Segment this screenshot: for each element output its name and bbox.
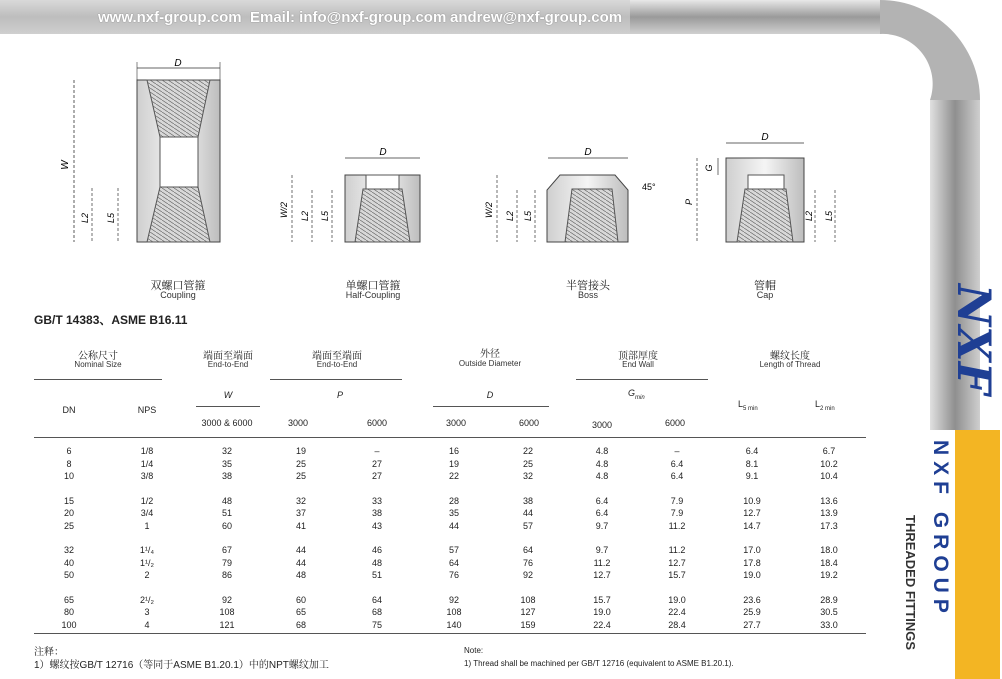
- table-cell: 44: [295, 545, 307, 555]
- table-cell: 57: [522, 520, 534, 531]
- table-cell: 23.6: [743, 594, 761, 605]
- table-cell: 18.4: [820, 557, 838, 568]
- table-cell: 4.8: [595, 471, 609, 481]
- table-cell: 33: [371, 495, 383, 506]
- rule-table-bottom: [34, 633, 866, 634]
- svg-text:L5: L5: [523, 210, 533, 222]
- svg-text:D: D: [379, 147, 387, 158]
- table-cell: 48: [221, 495, 233, 506]
- table-cell: –: [674, 446, 680, 456]
- table-cell: 1¹/₄: [139, 545, 155, 555]
- table-cell: 20: [63, 508, 75, 518]
- table-cell: 22: [448, 471, 460, 481]
- table-cell: 127: [520, 607, 536, 617]
- table-cell: 92: [448, 594, 460, 605]
- svg-text:L5: L5: [106, 212, 116, 224]
- th-e2e-w-cn: 端面至端面: [203, 351, 253, 362]
- table-cell: 13.9: [820, 508, 838, 518]
- table-cell: 28.4: [668, 619, 686, 630]
- table-cell: 65: [63, 594, 75, 605]
- table-cell: 6.4: [595, 508, 609, 518]
- table-cell: 65: [295, 607, 307, 617]
- table-cell: 32: [522, 471, 534, 481]
- table-cell: 108: [446, 607, 462, 617]
- table-cell: 18.0: [820, 545, 838, 555]
- table-cell: 11.2: [668, 520, 686, 531]
- svg-text:45°: 45°: [642, 182, 656, 192]
- table-cell: 17.3: [820, 520, 838, 531]
- table-cell: 48: [295, 570, 307, 580]
- label-boss-en: Boss: [577, 290, 598, 300]
- table-cell: 100: [61, 619, 77, 630]
- table-cell: 10.9: [743, 495, 761, 506]
- table-cell: 121: [219, 619, 235, 630]
- table-cell: 80: [63, 607, 75, 617]
- table-cell: 108: [219, 607, 235, 617]
- table-cell: 48: [371, 557, 383, 568]
- table-cell: 64: [371, 594, 383, 605]
- rule-d: [433, 406, 549, 407]
- brand-name: NXF GROUP: [929, 440, 952, 619]
- email-andrew[interactable]: andrew@nxf-group.com: [450, 9, 623, 26]
- table-cell: 8: [66, 458, 72, 469]
- table-cell: 25: [522, 458, 534, 469]
- table-cell: 28: [448, 495, 460, 506]
- th-w-class: 3000 & 6000: [201, 418, 253, 428]
- table-cell: 86: [221, 570, 233, 580]
- table-cell: 43: [371, 520, 383, 531]
- table-cell: 35: [221, 458, 233, 469]
- table-cell: 17.8: [743, 557, 761, 568]
- table-cell: 27.7: [743, 619, 761, 630]
- th-d6000: 6000: [518, 418, 540, 428]
- header-bar: [0, 0, 630, 34]
- table-cell: 15: [63, 495, 75, 506]
- brand-subtitle: THREADED FITTINGS: [903, 515, 918, 651]
- table-cell: 9.1: [745, 471, 759, 481]
- table-cell: 6.7: [822, 446, 836, 456]
- table-cell: 76: [522, 557, 534, 568]
- table-cell: 6: [66, 446, 72, 456]
- table-cell: 16: [448, 446, 460, 456]
- table-cell: 32: [63, 545, 75, 555]
- svg-text:L2: L2: [300, 210, 310, 222]
- boss-drawing: [484, 147, 656, 242]
- svg-text:L5: L5: [320, 210, 330, 222]
- half-coupling-drawing: [279, 147, 420, 242]
- th-p-symbol: P: [336, 390, 344, 400]
- th-l5-symbol: [738, 399, 758, 412]
- th-g-symbol: [628, 388, 645, 401]
- svg-text:G: G: [704, 164, 714, 172]
- table-cell: 14.7: [743, 520, 761, 531]
- table-cell: 4.8: [595, 458, 609, 469]
- rule-w: [196, 406, 260, 407]
- table-cell: 10: [63, 471, 75, 481]
- th-e2e-w-en: End-to-End: [207, 360, 249, 369]
- th-d3000: 3000: [445, 418, 467, 428]
- th-nominal-en: Nominal Size: [74, 360, 122, 369]
- l5-sub: 5 min: [743, 405, 758, 412]
- table-cell: 28.9: [820, 594, 838, 605]
- table-cell: 19.0: [593, 607, 611, 617]
- table-cell: 13.6: [820, 495, 838, 506]
- table-cell: 25.9: [743, 607, 761, 617]
- l2-letter: L: [815, 399, 821, 409]
- table-cell: 12.7: [668, 557, 686, 568]
- table-cell: 19: [448, 458, 460, 469]
- rule-nominal: [34, 379, 162, 380]
- table-cell: 22: [522, 446, 534, 456]
- table-cell: 38: [522, 495, 534, 506]
- table-cell: 32: [221, 446, 233, 456]
- table-cell: 12.7: [743, 508, 761, 518]
- table-cell: 30.5: [820, 607, 838, 617]
- table-cell: 60: [221, 520, 233, 531]
- table-cell: 22.4: [593, 619, 611, 630]
- table-cell: 6.4: [745, 446, 759, 456]
- svg-text:L2: L2: [804, 210, 814, 222]
- th-w-symbol: W: [223, 390, 233, 400]
- table-cell: 19.0: [668, 594, 686, 605]
- standard-title: GB/T 14383、ASME B16.11: [34, 313, 188, 327]
- table-cell: 9.7: [595, 545, 609, 555]
- table-cell: 25: [63, 520, 75, 531]
- table-cell: 3: [144, 607, 150, 617]
- table-cell: 17.0: [743, 545, 761, 555]
- notes-cn-title: 注释：: [34, 647, 64, 658]
- table-cell: 92: [522, 570, 534, 580]
- coupling-drawing: [60, 58, 220, 242]
- table-cell: 7.9: [670, 495, 684, 506]
- table-cell: 1/2: [140, 495, 154, 506]
- table-cell: 27: [371, 458, 383, 469]
- table-cell: 60: [295, 594, 307, 605]
- label-cap-cn: 管帽: [754, 280, 776, 292]
- table-cell: 75: [371, 619, 383, 630]
- notes-en-title: Note:: [464, 646, 484, 655]
- label-half-coupling-cn: 单螺口管箍: [345, 280, 401, 292]
- table-cell: 35: [448, 508, 460, 518]
- svg-text:W/2: W/2: [484, 201, 494, 219]
- table-cell: 27: [371, 471, 383, 481]
- table-cell: 44: [448, 520, 460, 531]
- table-cell: 25: [295, 458, 307, 469]
- table-cell: 68: [371, 607, 383, 617]
- label-coupling-cn: 双螺口管箍: [150, 280, 206, 292]
- svg-text:L5: L5: [824, 210, 834, 222]
- table-cell: 10.2: [820, 458, 838, 469]
- svg-text:D: D: [584, 147, 592, 158]
- table-cell: 33.0: [820, 619, 838, 630]
- fitting-drawings: [0, 40, 880, 270]
- label-coupling-en: Coupling: [160, 290, 196, 300]
- email-info[interactable]: Email: info@nxf-group.com: [250, 9, 447, 26]
- table-cell: 140: [446, 619, 462, 630]
- table-cell: 4: [144, 619, 150, 630]
- table-cell: 19: [295, 446, 307, 456]
- table-cell: 32: [295, 495, 307, 506]
- th-d-symbol: D: [486, 390, 494, 400]
- svg-text:L2: L2: [80, 212, 90, 224]
- table-cell: 3/4: [140, 508, 154, 518]
- table-cell: 1: [144, 520, 150, 531]
- table-cell: 4.8: [595, 446, 609, 456]
- rule-header-bottom: [34, 437, 866, 438]
- table-cell: 15.7: [593, 594, 611, 605]
- table-cell: 15.7: [668, 570, 686, 580]
- table-cell: 2¹/₂: [140, 594, 154, 605]
- label-boss-cn: 半管接头: [566, 280, 610, 292]
- table-cell: 1¹/₂: [140, 557, 154, 568]
- th-thread-cn: 螺纹长度: [770, 351, 810, 362]
- table-cell: 2: [144, 570, 150, 580]
- th-nominal-cn: 公称尺寸: [78, 351, 118, 362]
- table-cell: 38: [221, 471, 233, 481]
- th-p6000: 6000: [366, 418, 388, 428]
- table-cell: –: [374, 446, 380, 456]
- coupling-dim-d: D: [174, 58, 182, 69]
- svg-text:D: D: [761, 132, 769, 143]
- table-cell: 25: [295, 471, 307, 481]
- th-thread-en: Length of Thread: [759, 360, 821, 369]
- svg-text:W/2: W/2: [279, 201, 289, 219]
- table-cell: 50: [63, 570, 75, 580]
- th-wall-cn: 顶部厚度: [618, 351, 658, 362]
- table-cell: 41: [295, 520, 307, 531]
- table-cell: 76: [448, 570, 460, 580]
- table-cell: 51: [221, 508, 233, 518]
- table-cell: 64: [448, 557, 460, 568]
- table-cell: 51: [371, 570, 383, 580]
- table-cell: 38: [371, 508, 383, 518]
- notes-en-1: 1) Thread shall be machined per GB/T 12716 (equivalent to ASME B1.20.1).: [464, 659, 734, 668]
- table-cell: 22.4: [668, 607, 686, 617]
- svg-text:L2: L2: [505, 210, 515, 222]
- l5-letter: L: [738, 399, 744, 409]
- table-cell: 19.0: [743, 570, 761, 580]
- table-cell: 6.4: [595, 495, 609, 506]
- table-cell: 108: [520, 594, 536, 605]
- l2-sub: 2 min: [820, 405, 835, 412]
- table-cell: 11.2: [593, 557, 611, 568]
- table-cell: 64: [522, 545, 534, 555]
- th-dn: DN: [62, 405, 76, 415]
- th-e2e-p-cn: 端面至端面: [312, 351, 362, 362]
- table-cell: 9.7: [595, 520, 609, 531]
- table-cell: 6.4: [670, 471, 684, 481]
- table-cell: 10.4: [820, 471, 838, 481]
- logo-text: NXF: [947, 284, 1001, 395]
- table-cell: 6.4: [670, 458, 684, 469]
- label-half-coupling-en: Half-Coupling: [345, 290, 401, 300]
- table-cell: 11.2: [668, 545, 686, 555]
- cap-drawing: [684, 132, 835, 242]
- table-cell: 57: [448, 545, 460, 555]
- table-cell: 7.9: [670, 508, 684, 518]
- table-cell: 159: [520, 619, 536, 630]
- th-g6000: 6000: [664, 418, 686, 428]
- table-cell: 12.7: [593, 570, 611, 580]
- table-cell: 8.1: [745, 458, 759, 469]
- table-cell: 19.2: [820, 570, 838, 580]
- svg-text:W: W: [60, 160, 71, 170]
- notes-cn-1: 1）螺纹按GB/T 12716（等同于ASME B1.20.1）中的NPT螺纹加工: [34, 660, 329, 671]
- th-p3000: 3000: [287, 418, 309, 428]
- table-cell: 44: [522, 508, 534, 518]
- table-cell: 37: [295, 508, 307, 518]
- nxf-logo: [947, 284, 1002, 670]
- th-g3000: 3000: [591, 420, 613, 430]
- th-od-en: Outside Diameter: [458, 359, 522, 368]
- website-link[interactable]: www.nxf-group.com: [98, 9, 242, 26]
- table-cell: 1/8: [140, 446, 154, 456]
- g-sub: min: [635, 394, 645, 401]
- label-cap-en: Cap: [756, 290, 774, 300]
- table-cell: 67: [221, 545, 233, 555]
- table-cell: 40: [63, 557, 75, 568]
- g-letter: G: [628, 388, 636, 398]
- th-od-cn: 外径: [480, 349, 500, 360]
- th-nps: NPS: [137, 405, 157, 415]
- th-e2e-p-en: End-to-End: [316, 360, 358, 369]
- table-cell: 92: [221, 594, 233, 605]
- table-cell: 46: [371, 545, 383, 555]
- table-cell: 1/4: [140, 458, 154, 469]
- th-l2-symbol: [815, 399, 835, 412]
- svg-text:P: P: [684, 198, 694, 206]
- table-cell: 79: [221, 557, 233, 568]
- table-cell: 3/8: [140, 471, 154, 481]
- table-cell: 68: [295, 619, 307, 630]
- table-cell: 44: [295, 557, 307, 568]
- th-wall-en: End Wall: [622, 360, 654, 369]
- rule-p: [270, 379, 402, 380]
- rule-wall: [576, 379, 708, 380]
